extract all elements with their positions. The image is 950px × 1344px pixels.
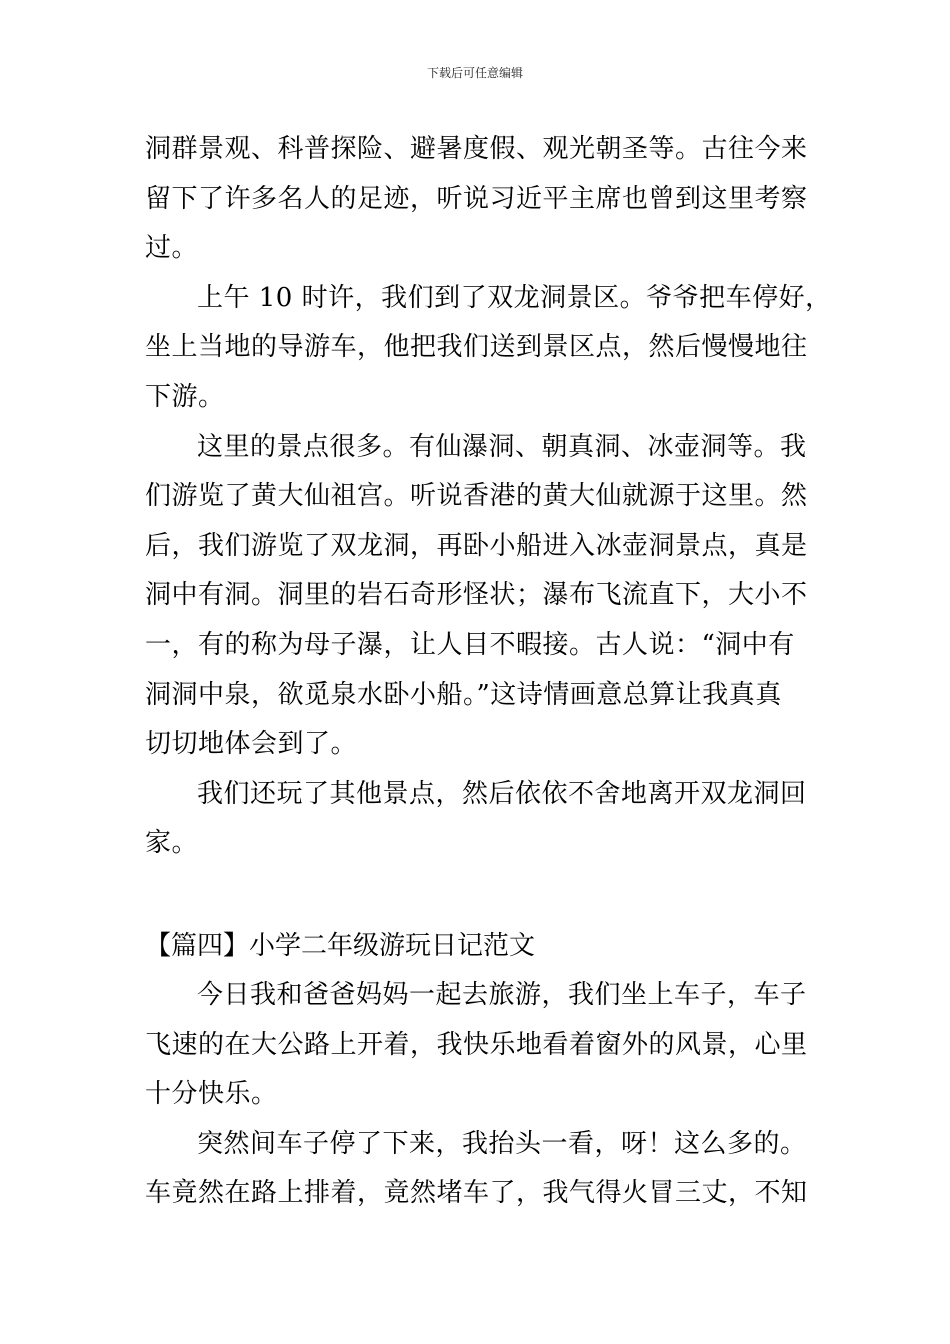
text-line: 洞洞中泉，欲觅泉水卧小船。”这诗情画意总算让我真真 [145, 679, 782, 710]
body-text-part-2 [145, 971, 815, 1219]
body-text-part-1 [145, 125, 832, 869]
text-line: 今日我和爸爸妈妈一起去旅游，我们坐上车子，车子 [197, 980, 807, 1010]
text-line: 留下了许多名人的足迹，听说习近平主席也曾到这里考察 [145, 183, 808, 214]
text-line: 们游览了黄大仙祖宫。听说香港的黄大仙就源于这里。然 [145, 481, 808, 512]
text-line: 飞速的在大公路上开着，我快乐地看着窗外的风景，心里 [145, 1029, 808, 1060]
text-line: 过。 [145, 233, 199, 264]
text-line: 这里的景点很多。有仙瀑洞、朝真洞、冰壶洞等。我 [197, 431, 807, 462]
text-line: 一，有的称为母子瀑，让人目不暇接。古人说：“洞中有 [145, 629, 795, 660]
text-line: 我们还玩了其他景点，然后依依不舍地离开双龙洞回 [197, 778, 807, 809]
text-line: 下游。 [145, 381, 225, 412]
header-note: 下载后可任意编辑 [426, 66, 523, 80]
text-line: 切切地体会到了。 [145, 729, 358, 760]
text-line: 家。 [145, 828, 199, 859]
text-line: 突然间车子停了下来，我抬头一看，呀！这么多的。 [197, 1128, 807, 1159]
text-line: 洞群景观、科普探险、避暑度假、观光朝圣等。古往今来 [145, 134, 808, 164]
text-line: 十分快乐。 [145, 1079, 278, 1110]
text-line: 后，我们游览了双龙洞，再卧小船进入冰壶洞景点，真是 [145, 530, 808, 561]
section-heading: 【篇四】小学二年级游玩日记范文 [145, 931, 536, 961]
text-line: 坐上当地的导游车，他把我们送到景区点，然后慢慢地往 [145, 332, 808, 363]
text-line: 上午 10 时许，我们到了双龙洞景区。爷爷把车停好， [197, 282, 832, 313]
text-line: 车竟然在路上排着，竟然堵车了，我气得火冒三丈，不知 [145, 1178, 808, 1209]
text-line: 洞中有洞。洞里的岩石奇形怪状；瀑布飞流直下，大小不 [145, 580, 808, 611]
